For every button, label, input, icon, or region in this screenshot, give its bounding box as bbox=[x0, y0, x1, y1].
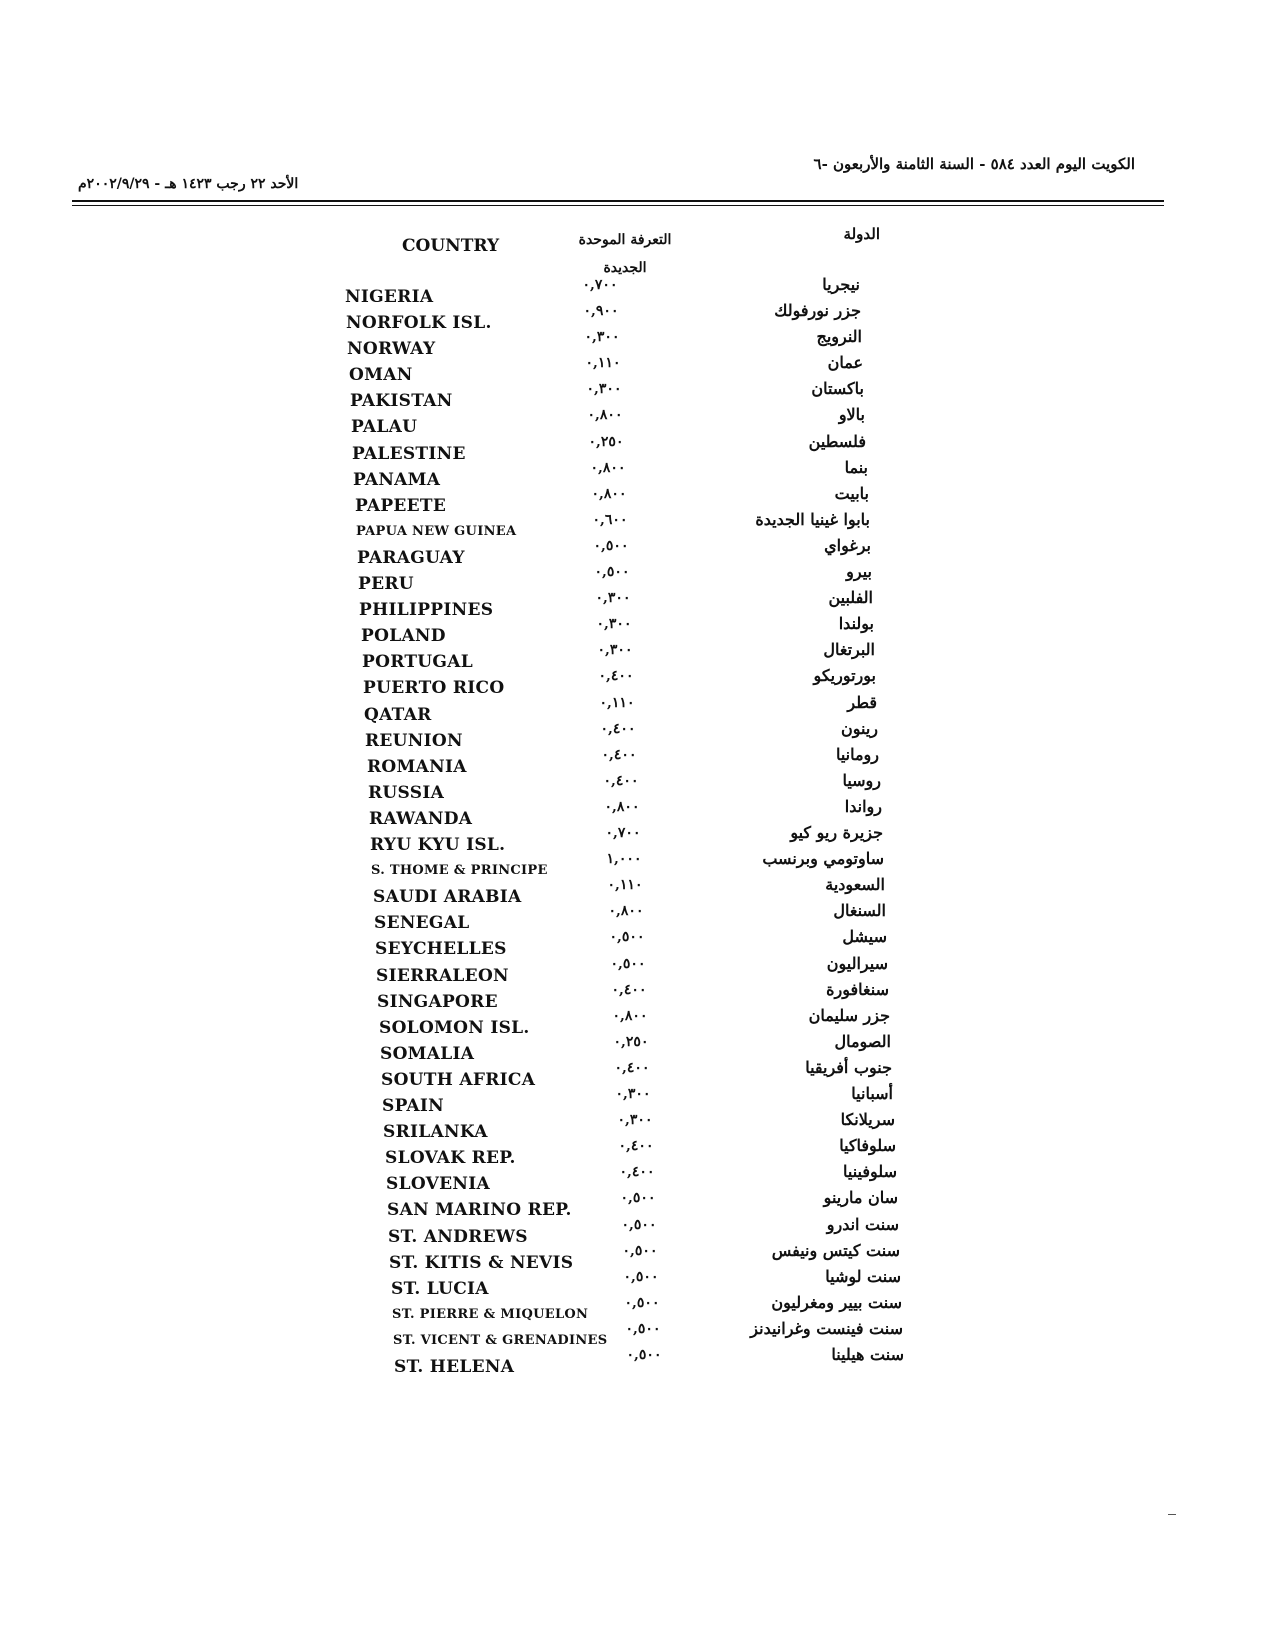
country-name-en: PALAU bbox=[351, 417, 418, 437]
tariff-value: ٠,٩٠٠ bbox=[583, 303, 619, 319]
tariff-value: ٠,٨٠٠ bbox=[591, 486, 627, 502]
tariff-value: ٠,٤٠٠ bbox=[614, 1060, 650, 1076]
tariff-value: ٠,٥٠٠ bbox=[620, 1190, 656, 1206]
country-name-en: ST. VICENT & GRENADINES bbox=[393, 1333, 608, 1348]
country-name-ar: جزيرة ريو كيو bbox=[790, 823, 883, 842]
country-name-ar: بيرو bbox=[846, 562, 872, 581]
country-name-ar: سريلانكا bbox=[840, 1110, 895, 1129]
tariff-value: ٠,٥٠٠ bbox=[624, 1295, 660, 1311]
country-name-en: SRILANKA bbox=[383, 1122, 488, 1142]
tariff-value: ٠,٣٠٠ bbox=[584, 329, 620, 345]
country-name-ar: الصومال bbox=[834, 1032, 891, 1051]
tariff-value: ٠,٥٠٠ bbox=[594, 564, 630, 580]
tariff-value: ٠,٨٠٠ bbox=[604, 799, 640, 815]
country-name-en: NORWAY bbox=[347, 339, 436, 359]
country-name-en: QATAR bbox=[364, 705, 432, 725]
country-name-en: ST. KITIS & NEVIS bbox=[389, 1253, 574, 1273]
tariff-value: ٠,٧٠٠ bbox=[582, 277, 618, 293]
tariff-value: ٠,١١٠ bbox=[607, 877, 643, 893]
country-name-en: SOMALIA bbox=[380, 1044, 475, 1064]
country-name-ar: السعودية bbox=[825, 875, 885, 894]
country-name-en: SINGAPORE bbox=[377, 992, 498, 1012]
country-name-ar: ساوتومي وبرنسب bbox=[762, 849, 884, 868]
country-name-ar: فلسطين bbox=[808, 432, 866, 451]
country-name-en: SOLOMON ISL. bbox=[379, 1018, 530, 1038]
country-name-en: ROMANIA bbox=[367, 757, 467, 777]
column-header-tariff: التعرفة الموحدة bbox=[578, 232, 672, 248]
tariff-value: ٠,٢٥٠ bbox=[613, 1034, 649, 1050]
tariff-value: ٠,٥٠٠ bbox=[610, 956, 646, 972]
tariff-value: ٠,٣٠٠ bbox=[596, 616, 632, 632]
country-name-ar: السنغال bbox=[833, 901, 886, 920]
tariff-value: ٠,٥٠٠ bbox=[626, 1347, 662, 1363]
country-name-en: SEYCHELLES bbox=[375, 939, 507, 959]
country-name-ar: سان مارينو bbox=[823, 1188, 898, 1207]
country-name-en: PALESTINE bbox=[352, 444, 466, 464]
country-name-ar: برغواي bbox=[824, 536, 871, 555]
tariff-value: ٠,٧٠٠ bbox=[605, 825, 641, 841]
tariff-value: ٠,٣٠٠ bbox=[586, 381, 622, 397]
country-name-ar: نيجريا bbox=[822, 275, 860, 294]
country-name-en: RUSSIA bbox=[368, 783, 445, 803]
country-name-en: PAPUA NEW GUINEA bbox=[356, 524, 517, 539]
country-name-en: NORFOLK ISL. bbox=[346, 313, 492, 333]
country-name-ar: بورتوريكو bbox=[813, 666, 876, 685]
country-name-en: REUNION bbox=[365, 731, 463, 751]
tariff-value: ٠,٥٠٠ bbox=[621, 1217, 657, 1233]
tariff-value: ٠,٥٠٠ bbox=[609, 929, 645, 945]
country-name-ar: جنوب أفريقيا bbox=[805, 1058, 892, 1077]
scan-mark bbox=[1168, 1514, 1176, 1515]
country-name-ar: جزر سليمان bbox=[808, 1006, 890, 1025]
country-name-en: ST. LUCIA bbox=[391, 1279, 489, 1299]
country-name-en: ST. ANDREWS bbox=[388, 1227, 528, 1247]
country-name-en: SOUTH AFRICA bbox=[381, 1070, 536, 1090]
tariff-value: ٠,٨٠٠ bbox=[587, 407, 623, 423]
country-name-ar: بنما bbox=[844, 458, 868, 477]
tariff-value: ٠,٢٥٠ bbox=[588, 434, 624, 450]
column-header-tariff-line2: الجديدة bbox=[603, 260, 647, 276]
tariff-value: ٠,١١٠ bbox=[585, 355, 621, 371]
tariff-value: ٠,٤٠٠ bbox=[603, 773, 639, 789]
country-name-ar: الفلبين bbox=[828, 588, 873, 607]
country-name-en: POLAND bbox=[361, 626, 446, 646]
country-name-ar: رينون bbox=[840, 719, 878, 738]
country-name-ar: رواندا bbox=[844, 797, 882, 816]
country-name-ar: سنغافورة bbox=[826, 980, 889, 999]
country-name-en: OMAN bbox=[349, 365, 413, 385]
country-name-ar: سلوفاكيا bbox=[839, 1136, 896, 1155]
country-name-ar: النرويج bbox=[816, 327, 862, 346]
tariff-value: ٠,٨٠٠ bbox=[590, 460, 626, 476]
country-name-ar: بابيت bbox=[834, 484, 869, 503]
country-name-en: PAPEETE bbox=[355, 496, 447, 516]
country-name-ar: سنت اندرو bbox=[826, 1215, 899, 1234]
tariff-value: ٠,٨٠٠ bbox=[608, 903, 644, 919]
country-name-ar: سيشل bbox=[842, 927, 887, 946]
country-name-ar: بالاو bbox=[838, 405, 865, 424]
country-name-en: ST. HELENA bbox=[394, 1357, 515, 1377]
tariff-value: ٠,١١٠ bbox=[599, 695, 635, 711]
tariff-value: ٠,٣٠٠ bbox=[597, 642, 633, 658]
country-name-en: SAN MARINO REP. bbox=[387, 1200, 572, 1220]
country-name-ar: سنت بيير ومغرليون bbox=[771, 1293, 902, 1312]
tariff-value: ٠,٤٠٠ bbox=[601, 747, 637, 763]
country-name-ar: سنت لوشيا bbox=[825, 1267, 901, 1286]
country-name-en: SPAIN bbox=[382, 1096, 445, 1116]
country-name-ar: أسبانيا bbox=[851, 1084, 893, 1103]
tariff-value: ٠,٤٠٠ bbox=[598, 668, 634, 684]
country-name-en: RAWANDA bbox=[369, 809, 473, 829]
country-name-ar: جزر نورفولك bbox=[774, 301, 861, 320]
country-name-en: PORTUGAL bbox=[362, 652, 473, 672]
tariff-value: ٠,٨٠٠ bbox=[612, 1008, 648, 1024]
country-name-ar: سنت فينست وغرانيدنز bbox=[750, 1319, 903, 1338]
country-name-en: PAKISTAN bbox=[350, 391, 453, 411]
country-name-ar: سيراليون bbox=[826, 954, 888, 973]
country-name-en: SAUDI ARABIA bbox=[373, 887, 522, 907]
country-name-en: PUERTO RICO bbox=[363, 678, 505, 698]
tariff-value: ٠,٥٠٠ bbox=[593, 538, 629, 554]
country-name-en: RYU KYU ISL. bbox=[370, 835, 506, 855]
country-name-en: PHILIPPINES bbox=[359, 600, 494, 620]
country-name-ar: سلوفينيا bbox=[843, 1162, 897, 1181]
tariff-value: ٠,٣٠٠ bbox=[617, 1112, 653, 1128]
table-row bbox=[0, 1345, 1275, 1379]
page-header-date: الأحد ٢٢ رجب ١٤٢٣ هـ - ٢٠٠٢/٩/٢٩م bbox=[78, 176, 299, 192]
tariff-value: ٠,٤٠٠ bbox=[618, 1138, 654, 1154]
country-name-en: NIGERIA bbox=[345, 287, 434, 307]
country-name-en: S. THOME & PRINCIPE bbox=[371, 863, 548, 878]
country-name-ar: سنت كيتس ونيفس bbox=[771, 1241, 900, 1260]
country-name-ar: البرتغال bbox=[823, 640, 875, 659]
country-name-en: PARAGUAY bbox=[357, 548, 465, 568]
tariff-value: ١,٠٠٠ bbox=[606, 851, 642, 867]
country-name-en: PANAMA bbox=[353, 470, 441, 490]
country-name-en: SLOVENIA bbox=[386, 1174, 490, 1194]
country-name-en: PERU bbox=[358, 574, 414, 594]
country-name-ar: بولندا bbox=[838, 614, 874, 633]
country-name-ar: رومانيا bbox=[835, 745, 879, 764]
tariff-value: ٠,٤٠٠ bbox=[611, 982, 647, 998]
tariff-value: ٠,٥٠٠ bbox=[622, 1243, 658, 1259]
tariff-value: ٠,٥٠٠ bbox=[625, 1321, 661, 1337]
country-name-en: SLOVAK REP. bbox=[385, 1148, 516, 1168]
country-name-ar: قطر bbox=[847, 693, 877, 712]
tariff-value: ٠,٤٠٠ bbox=[600, 721, 636, 737]
country-name-en: SENEGAL bbox=[374, 913, 470, 933]
country-name-ar: روسيا bbox=[842, 771, 881, 790]
tariff-value: ٠,٣٠٠ bbox=[615, 1086, 651, 1102]
country-name-ar: باكستان bbox=[811, 379, 864, 398]
tariff-value: ٠,٤٠٠ bbox=[619, 1164, 655, 1180]
country-name-ar: بابوا غينيا الجديدة bbox=[755, 510, 870, 529]
page-header-right: الكويت اليوم العدد ٥٨٤ - السنة الثامنة والأربعون -٦ bbox=[813, 155, 1135, 173]
tariff-value: ٠,٦٠٠ bbox=[592, 512, 628, 528]
country-name-en: ST. PIERRE & MIQUELON bbox=[392, 1307, 589, 1322]
country-name-en: SIERRALEON bbox=[376, 966, 509, 986]
tariff-value: ٠,٣٠٠ bbox=[595, 590, 631, 606]
tariff-value: ٠,٥٠٠ bbox=[623, 1269, 659, 1285]
country-name-ar: عمان bbox=[827, 353, 863, 372]
column-header-country: COUNTRY bbox=[402, 236, 500, 256]
column-header-arabic-country: الدولة bbox=[843, 225, 880, 243]
country-name-ar: سنت هيلينا bbox=[831, 1345, 904, 1364]
